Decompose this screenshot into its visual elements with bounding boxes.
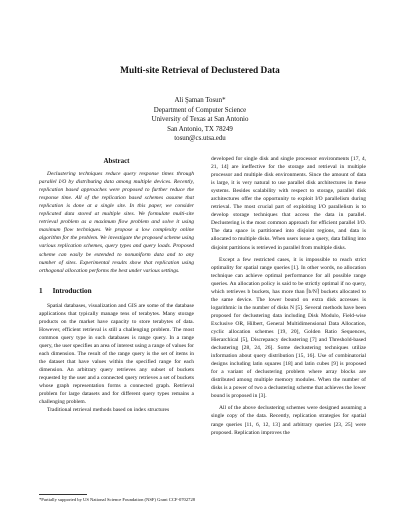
body-paragraph-2: Except a few restricted cases, it is impossible to reach strict optimality for spatial range queries [1]. In other words, no allocation technique can achieve optimal performance for all possible range queries. An allocation policy is said to be strictly optimal if no query, which retrieves b buckets, has more than ⌈b/N⌉ buckets allocated to the same device. The lower bound on extra disk accesses is logarithmic in the number of disks N [5]. Several methods have been proposed for declustering data including Disk Modulo, Field-wise Exclusive OR, Hilbert, General Multidimensional Data Allocation, cyclic allocation schemes [19, 20], Golden Ratio Sequences, Hierarchical [5], Discrepancy declustering [7] and Threshold-based declustering [28, 24, 26]. Some declustering techniques utilize information about query distribution [15, 16]. Use of combinatorial designs including latin squares [18] and latin cubes [9] is proposed for a variant of declustering problem where array blocks are distributed among multiple memory modules. When the number of disks is a power of two a declustering scheme that achieves the lower bound is proposed in [3]. bbox=[211, 256, 366, 400]
abstract-text: Declustering techniques reduce query response times through parallel I/O by distributing data among multiple devices. Recently, replication based approaches were proposed to further reduce the response time. All of the replication based schemes assume that replication is done at a single site. In this paper, we consider replicated data stored at multiple sites. We formulate multi-site retrieval problem as a maximum flow problem and solve it using maximum flow techniques. We propose a low complexity online algorithm for the problem. We investigate the proposed scheme using various replication schemes, query types and query loads. Proposed scheme can easily be extended to nonuniform data and to any number of sites. Experimental results show that replication using orthogonal allocation performs the best under various settings. bbox=[39, 171, 194, 274]
footnote-rule bbox=[39, 494, 87, 495]
abstract bbox=[39, 157, 194, 275]
section-heading bbox=[39, 287, 194, 295]
intro-paragraph-1: Spatial databases, visualization and GIS are some of the database applications that typically manage tens of terabytes. Many storage products on the market have capacity to store terabytes of data. However, efficient retrieval is still a challenging problem. The most common query type in such databases is range query. In a range query, the user specifies an area of interest using a range of values for each dimension. The result of the range query is the set of items in the dataset that have values within the specified range for each dimension. An arbitrary query retrieves any subset of buckets requested by the user and a connected query retrieves a set of buckets whose graph representation forms a connected graph. Retrieval problem for large datasets and for different query types remains a challenging problem. bbox=[39, 302, 194, 406]
footnote: *Partially supported by US National Science Foundation (NSF) Grant CCF-0702728 bbox=[39, 497, 196, 502]
section-title: Introduction bbox=[52, 286, 92, 295]
author-email: tosun@cs.utsa.edu bbox=[174, 135, 226, 143]
author-name: Ali Şaman Tosun* bbox=[174, 97, 226, 104]
right-column bbox=[211, 155, 366, 437]
left-column bbox=[39, 157, 194, 414]
body-paragraph-3: All of the above declustering schemes were designed assuming a single copy of the data. Recently, replication strategies for spatial range queries [11, 6, 12, 13] and arbitrary queries [23, 25] were proposed. Replication improves the bbox=[211, 405, 366, 436]
author-city: San Antonio, TX 78249 bbox=[167, 125, 233, 133]
paper-title: Multi-site Retrieval of Declustered Data bbox=[120, 66, 280, 76]
section-number: 1 bbox=[39, 286, 43, 295]
author-department: Department of Computer Science bbox=[153, 106, 247, 114]
abstract-heading: Abstract bbox=[103, 157, 130, 165]
intro-paragraph-2: Traditional retrieval methods based on index structures bbox=[47, 407, 170, 414]
author-university: University of Texas at San Antonio bbox=[151, 116, 249, 124]
author-block bbox=[0, 96, 400, 144]
body-paragraph-1: developed for single disk and single processor environments [17, 4, 21, 14] are ineffective for the storage and retrieval in multiple processor and multiple disk environments. Since the amount of data is large, it is very natural to use parallel disk architectures in these systems. Besides scalability with respect to storage, parallel disk architectures offer the opportunity to exploit I/O parallelism during retrieval. The most crucial part of exploiting I/O parallelism is to develop storage techniques that access the data in parallel. Declustering is the most common approach for efficient parallel I/O. The data space is partitioned into disjoint regions, and data is allocated to multiple disks. When users issue a query, data falling into disjoint partitions is retrieved in parallel from multiple disks. bbox=[211, 156, 366, 251]
